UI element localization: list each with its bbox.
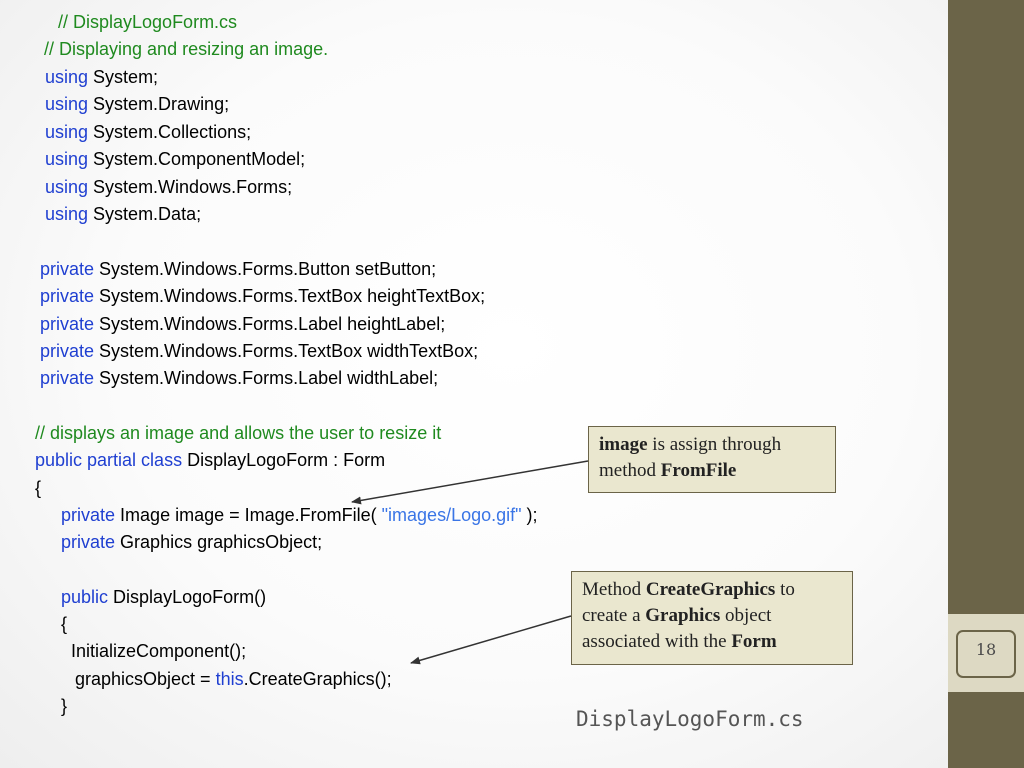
private-keyword: private xyxy=(40,286,95,306)
using-namespace: System.Collections; xyxy=(93,122,252,142)
using-namespace: System.ComponentModel; xyxy=(93,149,306,169)
using-namespace: System.Data; xyxy=(93,204,202,224)
callout-graphics-bold: Graphics xyxy=(645,605,721,626)
class-name: DisplayLogoForm : Form xyxy=(187,450,386,470)
using-keyword: using xyxy=(45,122,89,142)
image-field-declaration: Image image = Image.FromFile( xyxy=(120,505,377,525)
arrow-to-creategraphics xyxy=(411,616,571,663)
field-declaration: System.Windows.Forms.Label heightLabel; xyxy=(99,314,446,334)
callout-graphics-text-3: object associated with the xyxy=(582,605,772,652)
private-keyword: private xyxy=(40,368,95,388)
using-namespace: System.Drawing; xyxy=(93,94,230,114)
private-keyword: private xyxy=(61,532,116,552)
graphics-field-declaration: Graphics graphicsObject; xyxy=(120,532,323,552)
private-keyword: private xyxy=(61,505,116,525)
code-comment-file: // DisplayLogoForm.cs xyxy=(58,12,238,32)
callout-graphics-text-2: to create a xyxy=(582,579,795,626)
using-namespace: System; xyxy=(93,67,159,87)
callout-form-bold: Form xyxy=(731,631,777,652)
callout-fromfile-bold: FromFile xyxy=(660,460,737,481)
using-keyword: using xyxy=(45,149,89,169)
using-keyword: using xyxy=(45,204,89,224)
page-number: 18 xyxy=(975,640,997,659)
private-keyword: private xyxy=(40,314,95,334)
create-graphics-call: .CreateGraphics(); xyxy=(243,669,392,689)
private-keyword: private xyxy=(40,259,95,279)
using-keyword: using xyxy=(45,177,89,197)
code-constructor-brace-close: } xyxy=(61,696,68,716)
callout-image-bold: image xyxy=(599,434,648,455)
using-keyword: using xyxy=(45,94,89,114)
code-class-brace-open: { xyxy=(35,478,42,498)
private-keyword: private xyxy=(40,341,95,361)
code-constructor-brace-open: { xyxy=(61,614,68,634)
callout-creategraphics-bold: CreateGraphics xyxy=(645,579,776,600)
using-namespace: System.Windows.Forms; xyxy=(93,177,293,197)
callout-graphics-text-1: Method xyxy=(582,579,646,600)
code-comment-class: // displays an image and allows the user to resize it xyxy=(35,423,442,443)
callout-image-text: is assign through method xyxy=(599,434,782,481)
image-field-end: ); xyxy=(526,505,538,525)
using-keyword: using xyxy=(45,67,89,87)
field-declaration: System.Windows.Forms.Label widthLabel; xyxy=(99,368,439,388)
code-comment-description: // Displaying and resizing an image. xyxy=(44,39,329,59)
field-declaration: System.Windows.Forms.TextBox heightTextBox; xyxy=(99,286,486,306)
image-path-string: "images/Logo.gif" xyxy=(381,505,522,525)
class-keywords: public partial class xyxy=(35,450,183,470)
field-declaration: System.Windows.Forms.Button setButton; xyxy=(99,259,437,279)
file-caption: DisplayLogoForm.cs xyxy=(576,707,804,731)
arrow-to-fromfile xyxy=(352,461,588,502)
constructor-name: DisplayLogoForm() xyxy=(113,587,267,607)
public-keyword: public xyxy=(61,587,109,607)
code-initialize-call: InitializeComponent(); xyxy=(71,641,247,661)
this-keyword: this xyxy=(215,669,244,689)
graphics-assign-target: graphicsObject = xyxy=(75,669,211,689)
field-declaration: System.Windows.Forms.TextBox widthTextBox; xyxy=(99,341,479,361)
